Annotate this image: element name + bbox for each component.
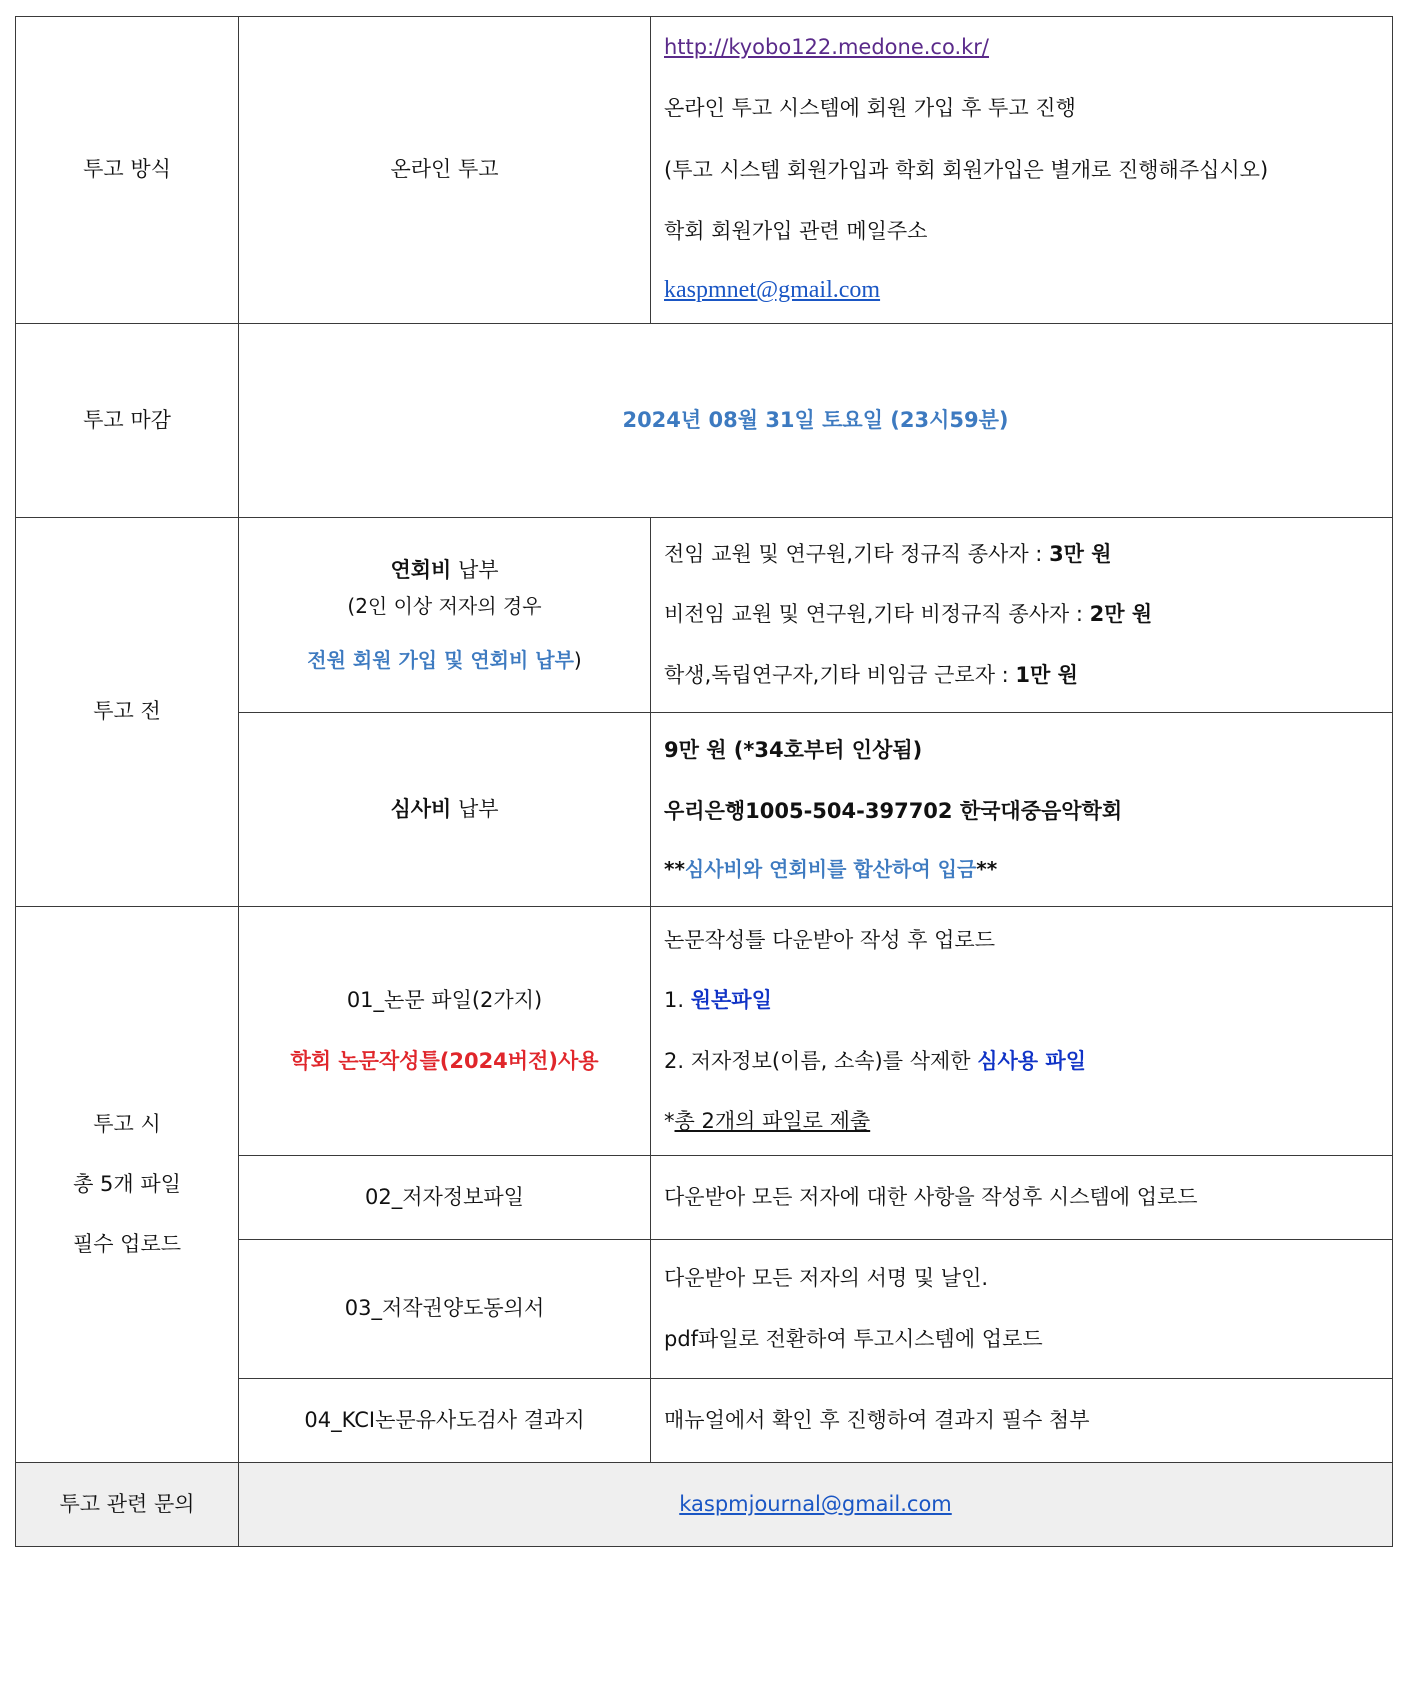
label-submission-method bbox=[16, 17, 239, 324]
fee-desc: 비전임 교원 및 연구원,기타 비정규직 종사자 : bbox=[664, 602, 1090, 627]
fee-line-1 bbox=[664, 542, 1379, 567]
review-fee-title-rest: 납부 bbox=[451, 796, 499, 821]
membership-email-link[interactable]: kaspmnet@gmail.com bbox=[664, 276, 881, 303]
method-line-3: 학회 회원가입 관련 메일주소 bbox=[664, 218, 928, 243]
fee-desc: 학생,독립연구자,기타 비임금 근로자 : bbox=[664, 662, 1016, 687]
deadline-value: 2024년 08월 31일 토요일 (23시59분) bbox=[239, 324, 1393, 518]
annual-fee-title bbox=[252, 558, 637, 583]
method-type: 온라인 투고 bbox=[390, 157, 499, 182]
label-text: 투고 방식 bbox=[83, 157, 171, 182]
method-type-cell bbox=[239, 17, 651, 324]
review-fee-cell bbox=[239, 713, 651, 907]
review-fee-amount: 9만 원 (*34호부터 인상됨) bbox=[664, 738, 923, 763]
annual-fee-title-bold: 연회비 bbox=[390, 558, 452, 583]
review-file-text: 심사용 파일 bbox=[977, 1048, 1086, 1073]
original-file-text: 원본파일 bbox=[690, 988, 772, 1013]
review-fee-note-blue: 심사비와 연회비를 합산하여 입금 bbox=[684, 856, 977, 881]
label-before-submission bbox=[16, 518, 239, 907]
annual-fee-title-rest: 납부 bbox=[451, 558, 499, 583]
fee-desc: 전임 교원 및 연구원,기타 정규직 종사자 : bbox=[664, 542, 1050, 567]
annual-fee-details-cell bbox=[651, 518, 1393, 713]
file-03-details-cell bbox=[651, 1240, 1393, 1379]
file-02-desc: 다운받아 모든 저자에 대한 사항을 작성후 시스템에 업로드 bbox=[651, 1156, 1393, 1240]
file-03-desc-1: 다운받아 모든 저자의 서명 및 날인. bbox=[664, 1266, 989, 1291]
inquiry-email-link[interactable]: kaspmjournal@gmail.com bbox=[679, 1491, 952, 1516]
label-line-1: 투고 시 bbox=[93, 1111, 161, 1136]
desc-prefix: 1. bbox=[664, 988, 691, 1013]
annual-fee-note-end: ) bbox=[573, 647, 582, 672]
submission-system-link[interactable]: http://kyobo122.medone.co.kr/ bbox=[664, 35, 989, 60]
note-marker-end: ** bbox=[976, 856, 998, 881]
fee-amount: 3만 원 bbox=[1049, 542, 1112, 567]
row-inquiry bbox=[16, 1463, 1393, 1547]
desc-star: * bbox=[664, 1108, 675, 1133]
file-03-name: 03_저작권양도동의서 bbox=[239, 1240, 651, 1379]
file-04-name: 04_KCI논문유사도검사 결과지 bbox=[239, 1379, 651, 1463]
method-line-2: (투고 시스템 회원가입과 학회 회원가입은 별개로 진행해주십시오) bbox=[664, 157, 1269, 182]
fee-line-2 bbox=[664, 602, 1379, 627]
file-03-desc-2: pdf파일로 전환하여 투고시스템에 업로드 bbox=[664, 1326, 1043, 1351]
annual-fee-note-1: (2인 이상 저자의 경우 bbox=[347, 593, 542, 618]
review-fee-note bbox=[664, 857, 1379, 881]
file-01-desc-2 bbox=[664, 988, 1379, 1013]
inquiry-email-cell bbox=[239, 1463, 1393, 1547]
label-text: 투고 마감 bbox=[83, 407, 171, 432]
label-text: 투고 전 bbox=[93, 699, 161, 724]
review-fee-title-bold: 심사비 bbox=[390, 796, 452, 821]
annual-fee-note-blue: 전원 회원 가입 및 연회비 납부 bbox=[307, 647, 574, 672]
review-fee-details-cell bbox=[651, 713, 1393, 907]
label-text: 투고 관련 문의 bbox=[59, 1491, 195, 1516]
two-files-note: 총 2개의 파일로 제출 bbox=[674, 1108, 871, 1133]
row-annual-fee bbox=[16, 518, 1393, 713]
row-file-01 bbox=[16, 907, 1393, 1156]
file-01-cell bbox=[239, 907, 651, 1156]
review-fee-title bbox=[390, 797, 498, 821]
method-line-1: 온라인 투고 시스템에 회원 가입 후 투고 진행 bbox=[664, 96, 1076, 121]
row-submission-method bbox=[16, 17, 1393, 324]
fee-amount: 1만 원 bbox=[1015, 662, 1078, 687]
file-01-desc-1: 논문작성틀 다운받아 작성 후 업로드 bbox=[664, 928, 995, 953]
file-01-template-note: 학회 논문작성틀(2024버전)사용 bbox=[290, 1048, 599, 1073]
label-line-3: 필수 업로드 bbox=[72, 1232, 182, 1257]
method-details-cell bbox=[651, 17, 1393, 324]
file-01-desc-4 bbox=[664, 1109, 1379, 1134]
annual-fee-cell bbox=[239, 518, 651, 713]
file-01-details-cell bbox=[651, 907, 1393, 1156]
label-at-submission bbox=[16, 907, 239, 1463]
fee-line-3 bbox=[664, 663, 1379, 688]
file-02-name: 02_저자정보파일 bbox=[239, 1156, 651, 1240]
bank-account: 우리은행1005-504-397702 한국대중음악학회 bbox=[664, 798, 1123, 823]
file-04-desc: 매뉴얼에서 확인 후 진행하여 결과지 필수 첨부 bbox=[651, 1379, 1393, 1463]
annual-fee-note-2 bbox=[252, 648, 637, 672]
submission-guide-table bbox=[15, 16, 1393, 1547]
note-marker-start: ** bbox=[664, 856, 685, 881]
label-deadline bbox=[16, 324, 239, 518]
desc-prefix: 2. 저자정보(이름, 소속)를 삭제한 bbox=[664, 1048, 978, 1073]
label-line-2: 총 5개 파일 bbox=[73, 1171, 181, 1196]
file-01-name: 01_논문 파일(2가지) bbox=[346, 988, 543, 1013]
row-deadline bbox=[16, 324, 1393, 518]
file-01-desc-3 bbox=[664, 1049, 1379, 1074]
label-inquiry bbox=[16, 1463, 239, 1547]
fee-amount: 2만 원 bbox=[1089, 602, 1153, 627]
